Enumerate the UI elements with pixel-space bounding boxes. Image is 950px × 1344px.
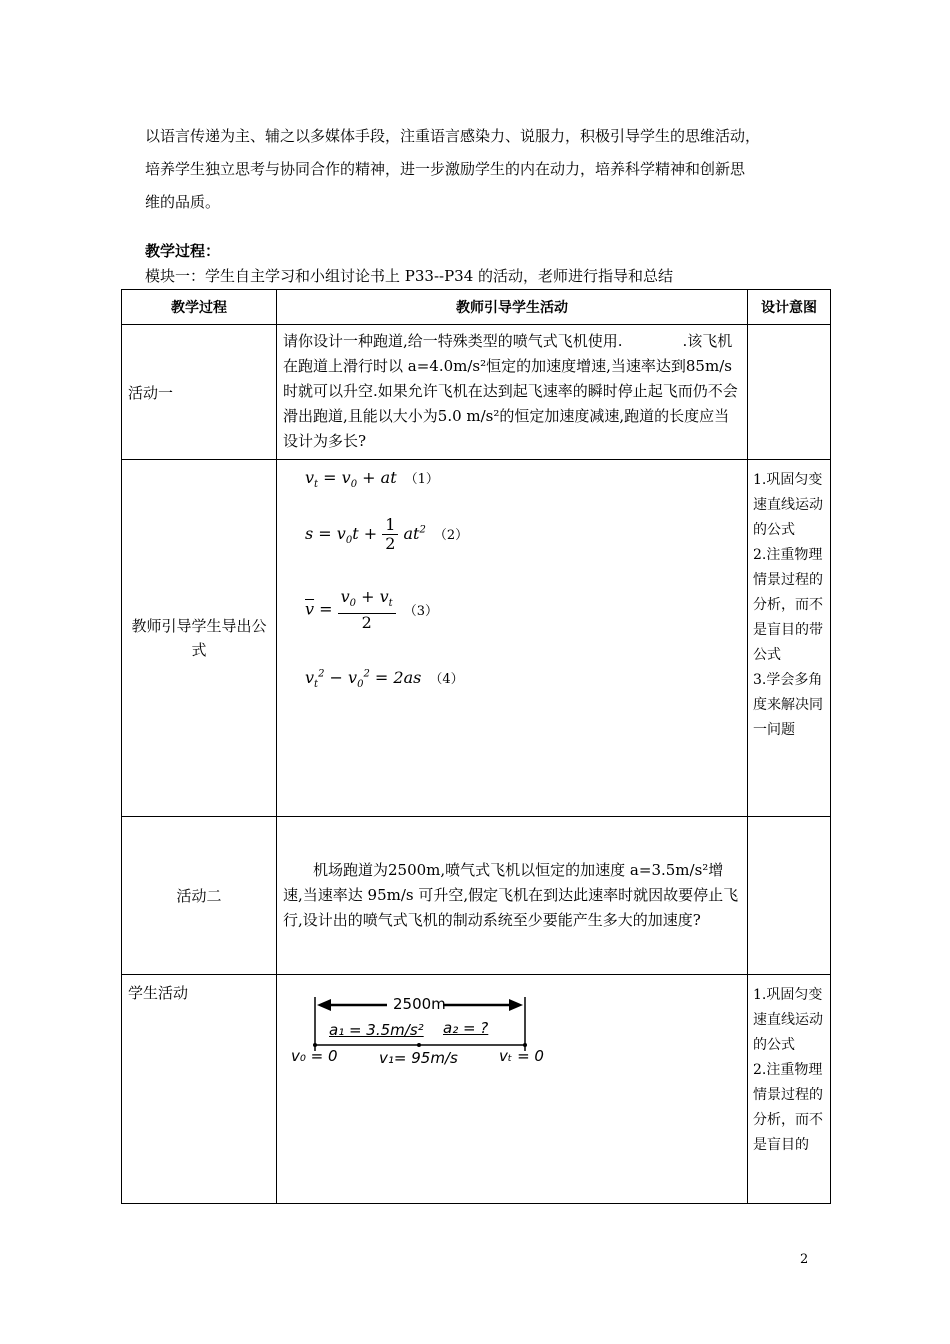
intro-paragraph [145, 120, 825, 219]
runway-diagram [307, 993, 607, 1093]
module-description: 模块一：学生自主学习和小组讨论书上 P33--P34 的活动，老师进行指导和总结 [145, 267, 674, 285]
page-number: 2 [800, 1252, 809, 1267]
row-label: 学生活动 [128, 984, 189, 1002]
activity-one-text: 请你设计一种跑道,给一特殊类型的喷气式飞机使用. .该飞机在跑道上滑行时以 a=4.0m/s²恒定的加速度增速,当速率达到85m/s 时就可以升空.如果允许飞机在达到起飞速率的瞬时停止起飞而仍不会滑出跑道,且能以大小为5.0 m/s²的恒定加速度减速,跑道的长度应当设计为多长? [283, 332, 738, 450]
formula-cell [277, 460, 748, 817]
v1-label: v₁= 95m/s [379, 1049, 458, 1067]
formula-4: $v_t^2 - v_0^2 = 2as$ （4） [305, 668, 464, 691]
header-intent: 设计意图 [748, 290, 831, 325]
intro-line: 培养学生独立思考与协同合作的精神，进一步激励学生的内在动力，培养科学精神和创新思 [145, 160, 746, 178]
intro-line: 维的品质。 [145, 193, 221, 211]
formula-2: $s = v_0t$ + $\frac{1}{2}$ $at^2$ （2） [305, 515, 469, 553]
row-content [277, 325, 748, 460]
row-label-cell [122, 975, 277, 1204]
v0-label: v₀ = 0 [291, 1047, 338, 1065]
intent-notes: 1.巩固匀变速直线运动的公式 2.注重物理情景过程的分析，而不是盲目的带公式 3.学会多角度来解决同一问题 [753, 472, 823, 738]
table-header-row [122, 290, 831, 325]
lesson-table [121, 289, 831, 1204]
row-intent [748, 460, 831, 817]
table-row [122, 817, 831, 975]
a2-label: a₂ = ? [443, 1019, 489, 1037]
vt-label: vₜ = 0 [499, 1047, 544, 1065]
row-intent [748, 975, 831, 1204]
intent-notes: 1.巩固匀变速直线运动的公式 2.注重物理情景过程的分析，而不是盲目的 [753, 987, 823, 1153]
table-row [122, 325, 831, 460]
row-label: 活动一 [122, 325, 277, 460]
intro-line: 以语言传递为主、辅之以多媒体手段，注重语言感染力、说服力，积极引导学生的思维活动， [145, 127, 761, 145]
table-row [122, 975, 831, 1204]
activity-two-text: 机场跑道为2500m,喷气式飞机以恒定的加速度 a=3.5m/s²增速,当速率达 95m/s 可升空,假定飞机在到达此速率时就因故要停止飞行,设计出的喷气式飞机的制动系统至少要能产生多大的加速度? [283, 861, 739, 929]
row-label: 活动二 [122, 817, 277, 975]
formula-number: （4） [429, 672, 464, 687]
formula-3: $\overline{v}$ = $\frac{v_0 + v_t}{2}$ （3） [305, 587, 438, 633]
formula-number: （1） [404, 472, 439, 487]
formula-number: （2） [433, 528, 469, 543]
section-heading: 教学过程： [145, 242, 221, 260]
diagram-cell [277, 975, 748, 1204]
row-label-cell [122, 460, 277, 817]
row-intent [748, 325, 831, 460]
row-label: 教师引导学生导出公式 [131, 617, 267, 659]
row-intent [748, 817, 831, 975]
row-content [277, 817, 748, 975]
header-activity: 教师引导学生活动 [277, 290, 748, 325]
formula-number: （3） [403, 603, 438, 619]
table-row [122, 460, 831, 817]
header-process: 教学过程 [122, 290, 277, 325]
a1-label: a₁ = 3.5m/s² [329, 1021, 424, 1039]
distance-label: 2500m [393, 995, 446, 1013]
formula-1: $v_t = v_0$ + at （1） [305, 468, 439, 491]
